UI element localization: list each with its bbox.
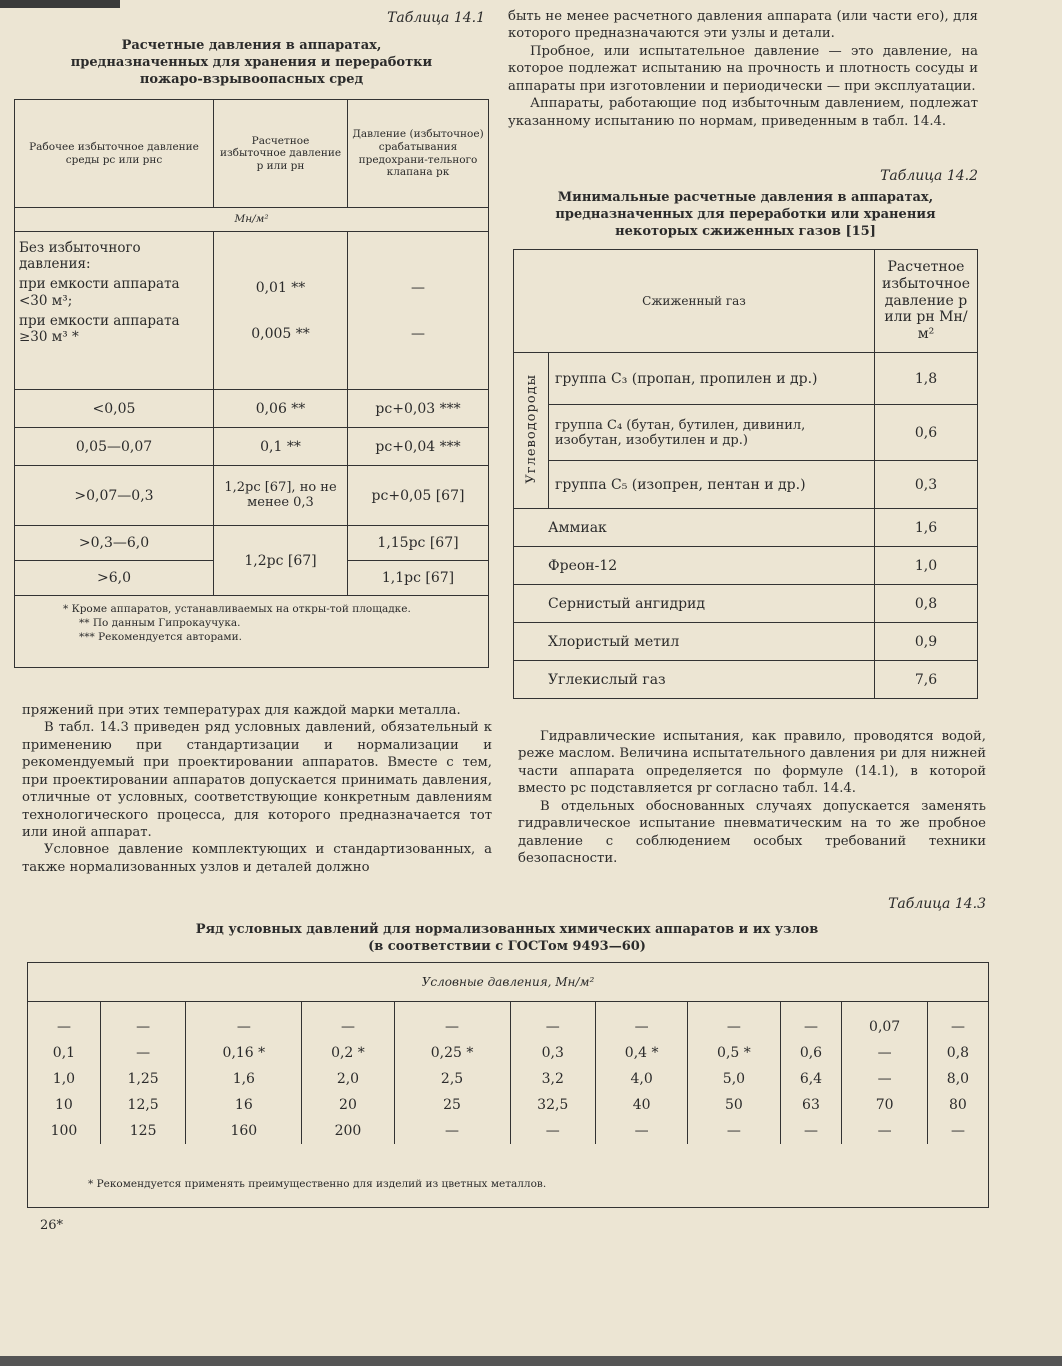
table3-cell: — — [510, 1002, 596, 1040]
table2-header-pressure: Расчетное избыточное давление p или pн Мн/м² — [875, 250, 978, 353]
table1-footnote-1: * Кроме аппаратов, устанавливаемых на откры-той площадке. — [63, 603, 411, 615]
table2-group-cell — [514, 353, 549, 509]
table3-cell: — — [842, 1066, 928, 1092]
table3-cell: — — [842, 1040, 928, 1066]
table1-row4-col2: 1,2pc [67], но не менее 0,3 — [214, 466, 348, 526]
table2-group-row3-value: 0,3 — [875, 461, 978, 509]
table1-title-line1: Расчетные давления в аппаратах, — [121, 38, 382, 53]
table3-cell: 16 — [186, 1092, 302, 1118]
table3-grid — [28, 1002, 988, 1144]
table1-footnote-2: ** По данным Гипрокаучука. — [79, 617, 241, 630]
right-para-1: быть не менее расчетного давления аппарата (или части его), для которого предназначаются эти узлы и детали. — [508, 9, 978, 42]
table2-group-row2-name: группа C₄ (бутан, бутилен, дивинил, изобутан, изобутилен и др.) — [549, 405, 875, 461]
table1-row2-col3: pc+0,03 *** — [348, 390, 489, 428]
table3-cell: 0,2 * — [302, 1040, 394, 1066]
table1-row6-col1: >6,0 — [15, 561, 214, 596]
table3-cell: — — [927, 1002, 988, 1040]
table2-group-row2-value: 0,6 — [875, 405, 978, 461]
table3-title-line2: (в соответствии с ГОСТом 9493—60) — [368, 938, 646, 954]
table3-row — [28, 1118, 988, 1144]
table3-cell: — — [510, 1118, 596, 1144]
table2-group-row3-name: группа C₅ (изопрен, пентан и др.) — [549, 461, 875, 509]
table3-cell: — — [780, 1118, 842, 1144]
table3-cell: 0,07 — [842, 1002, 928, 1040]
table3-cell: 8,0 — [927, 1066, 988, 1092]
right-para-2: Пробное, или испытательное давление — это давление, на которое подлежат испытанию на прочность и плотность сосуды и аппараты при изготовлении и периодически — при эксплуатации. — [508, 43, 978, 94]
table3-cell: 25 — [394, 1092, 510, 1118]
table3-cell: 0,25 * — [394, 1040, 510, 1066]
table2-row-freon-value: 1,0 — [875, 547, 978, 585]
table3-cell: 1,0 — [52, 1071, 76, 1087]
table3-cell: 63 — [780, 1092, 842, 1118]
table3-cell: 6,4 — [780, 1066, 842, 1092]
table1-row4-col1: >0,07—0,3 — [15, 466, 214, 526]
table3-cell: 100 — [50, 1123, 78, 1139]
table1-row1-valve — [348, 232, 489, 390]
table2-row-co2: Углекислый газ — [514, 661, 875, 699]
table3-cell: — — [596, 1118, 688, 1144]
table3-row — [28, 1040, 988, 1066]
table2-title-line2: предназначенных для переработки или хранения — [555, 206, 936, 222]
table3-cell: — — [927, 1118, 988, 1144]
table1-row5-col2-merged: 1,2pc [67] — [214, 526, 348, 596]
table3-cell: 160 — [186, 1118, 302, 1144]
table2-row-co2-value: 7,6 — [875, 661, 978, 699]
table3-cell: 0,5 * — [688, 1040, 780, 1066]
table3-cell: 0,3 — [510, 1040, 596, 1066]
table3-cell: — — [688, 1002, 780, 1040]
right-para-3: Аппараты, работающие под избыточным давлением, подлежат указанному испытанию по нормам, приведенным в табл. 14.4. — [508, 96, 978, 129]
table1-row1-line3: при емкости аппарата ≥30 м³ * — [19, 312, 180, 345]
table2-title-line1: Минимальные расчетные давления в аппаратах, — [557, 190, 934, 205]
table3-cell: 1,6 — [186, 1066, 302, 1092]
table3-row — [28, 1002, 988, 1040]
table1-row1-line1: Без избыточного давления: — [19, 240, 141, 273]
table1-header-col2: Расчетное избыточное давление p или pн — [214, 100, 348, 208]
left-bottom-text — [22, 702, 492, 876]
table3-header-label: Условные давления, Мн/м² — [421, 975, 595, 989]
scan-edge-bottom — [0, 1356, 1062, 1366]
table3-cell: 50 — [688, 1092, 780, 1118]
table2-row-methyl-chloride-value: 0,9 — [875, 623, 978, 661]
table2-group-row1-name: группа C₃ (пропан, пропилен и др.) — [549, 353, 875, 405]
table1-row3-col2: 0,1 ** — [214, 428, 348, 466]
table2-group-row1-value: 1,8 — [875, 353, 978, 405]
table1-footnote-3: *** Рекомендуется авторами. — [79, 631, 242, 644]
table2-row-methyl-chloride: Хлористый метил — [514, 623, 875, 661]
table2-row-so2-value: 0,8 — [875, 585, 978, 623]
table1 — [14, 99, 489, 668]
table3-cell: 200 — [302, 1118, 394, 1144]
table2-row-ammonia: Аммиак — [514, 509, 875, 547]
left-para-1: пряжений при этих температурах для каждой марки металла. — [22, 703, 461, 718]
table3-cell: 3,2 — [510, 1066, 596, 1092]
table3-footnote: * Рекомендуется применять преимущественно для изделий из цветных металлов. — [88, 1178, 547, 1190]
table1-header-col1: Рабочее избыточное давление среды pc или pнс — [15, 100, 214, 208]
table3-cell: 32,5 — [510, 1092, 596, 1118]
table1-row4-col3: pc+0,05 [67] — [348, 466, 489, 526]
right-bottom-para-1: Гидравлические испытания, как правило, проводятся водой, реже маслом. Величина испытательного давления pи для нижней части аппарата определяется по формуле (14.1), в которой вместо pc подставляется pr согласно табл. 14.4. — [518, 729, 986, 797]
table2-row-ammonia-value: 1,6 — [875, 509, 978, 547]
table3 — [27, 962, 989, 1208]
table3-cell: — — [186, 1002, 302, 1040]
table3-cell: 2,5 — [394, 1066, 510, 1092]
table3-cell: — — [780, 1002, 842, 1040]
table3-cell: 0,6 — [780, 1040, 842, 1066]
table3-cell: 80 — [927, 1092, 988, 1118]
table1-row3-col3: pc+0,04 *** — [348, 428, 489, 466]
table1-title-line2: предназначенных для хранения и переработки — [70, 54, 433, 70]
table3-cell: — — [100, 1002, 186, 1040]
right-bottom-para-2: В отдельных обоснованных случаях допускается заменять гидравлическое испытание пневматическим на то же пробное давление с соблюдением особых требований техники безопасности. — [518, 798, 986, 866]
table3-cell: — — [596, 1002, 688, 1040]
table1-row3-col1: 0,05—0,07 — [15, 428, 214, 466]
table1-unit-row: Мн/м² — [15, 208, 489, 232]
table3-cell: 10 — [55, 1097, 73, 1113]
right-bottom-text — [518, 728, 986, 867]
table3-cell: 0,8 — [927, 1040, 988, 1066]
left-para-3: Условное давление комплектующих и стандартизованных, а также нормализованных узлов и деталей должно — [22, 842, 492, 875]
table3-header — [28, 963, 988, 1002]
table2-header-gas: Сжиженный газ — [514, 250, 875, 353]
table1-row1-pressure-a: 0,01 ** — [255, 279, 306, 296]
table3-cell: 0,4 * — [596, 1040, 688, 1066]
table3-cell: 4,0 — [596, 1066, 688, 1092]
table3-cell: 1,25 — [100, 1066, 186, 1092]
table2-caption: Таблица 14.2 — [880, 168, 978, 184]
table1-row2-col1: <0,05 — [15, 390, 214, 428]
table1-footnotes — [15, 596, 489, 668]
table1-row1-pressure — [214, 232, 348, 390]
table2 — [513, 249, 978, 699]
table1-row5-col3: 1,15pc [67] — [348, 526, 489, 561]
table2-row-freon: Фреон-12 — [514, 547, 875, 585]
table3-cell: — — [56, 1019, 71, 1035]
table3-cell: 40 — [596, 1092, 688, 1118]
table3-row — [28, 1066, 988, 1092]
table3-cell: 0,16 * — [186, 1040, 302, 1066]
table3-cell: — — [842, 1118, 928, 1144]
table1-row1-valve-a: — — [411, 279, 425, 296]
table3-cell: 125 — [100, 1118, 186, 1144]
table3-cell: — — [394, 1118, 510, 1144]
table3-cell: — — [394, 1002, 510, 1040]
table3-cell: — — [302, 1002, 394, 1040]
table2-title-line3: некоторых сжиженных газов [15] — [615, 223, 876, 239]
page-number: 26* — [40, 1218, 64, 1233]
table3-cell: 5,0 — [688, 1066, 780, 1092]
right-top-text — [508, 8, 978, 130]
table2-title — [508, 190, 983, 241]
table1-title-line3: пожаро-взрывоопасных сред — [139, 71, 364, 87]
table1-row1-line2: при емкости аппарата <30 м³; — [19, 276, 180, 309]
table3-row — [28, 1092, 988, 1118]
table1-row1-condition — [15, 232, 214, 390]
table1-caption: Таблица 14.1 — [387, 10, 485, 26]
table1-row2-col2: 0,06 ** — [214, 390, 348, 428]
table3-cell: 70 — [842, 1092, 928, 1118]
table3-title-line1: Ряд условных давлений для нормализованных химических аппаратов и их узлов — [195, 922, 819, 937]
table3-cell: — — [688, 1118, 780, 1144]
table1-header-col3: Давление (избыточное) срабатывания предохрани-тельного клапана pк — [348, 100, 489, 208]
table1-row5-col1: >0,3—6,0 — [15, 526, 214, 561]
table3-cell: 20 — [302, 1092, 394, 1118]
table3-cell: — — [100, 1040, 186, 1066]
table1-row1-valve-b: — — [411, 325, 425, 342]
table3-title — [27, 922, 987, 956]
table3-caption: Таблица 14.3 — [888, 896, 986, 912]
table1-row1-pressure-b: 0,005 ** — [251, 325, 310, 342]
scan-edge-top — [0, 0, 120, 8]
table3-cell: 2,0 — [302, 1066, 394, 1092]
table1-title — [14, 38, 489, 89]
table3-cell: 12,5 — [100, 1092, 186, 1118]
table3-cell: 0,1 — [52, 1045, 76, 1061]
table2-group-label: Углеводороды — [523, 373, 539, 484]
table2-row-so2: Сернистый ангидрид — [514, 585, 875, 623]
left-para-2: В табл. 14.3 приведен ряд условных давлений, обязательный к применению при стандартизации и нормализации и рекомендуемый при проектировании аппаратов. Вместе с тем, при проектировании аппаратов допускается принимать давления, отличные от условных, соответствующие конкретным давлениям технологического процесса, для которого предназначается тот или иной аппарат. — [22, 720, 492, 840]
table1-row6-col3: 1,1pc [67] — [348, 561, 489, 596]
